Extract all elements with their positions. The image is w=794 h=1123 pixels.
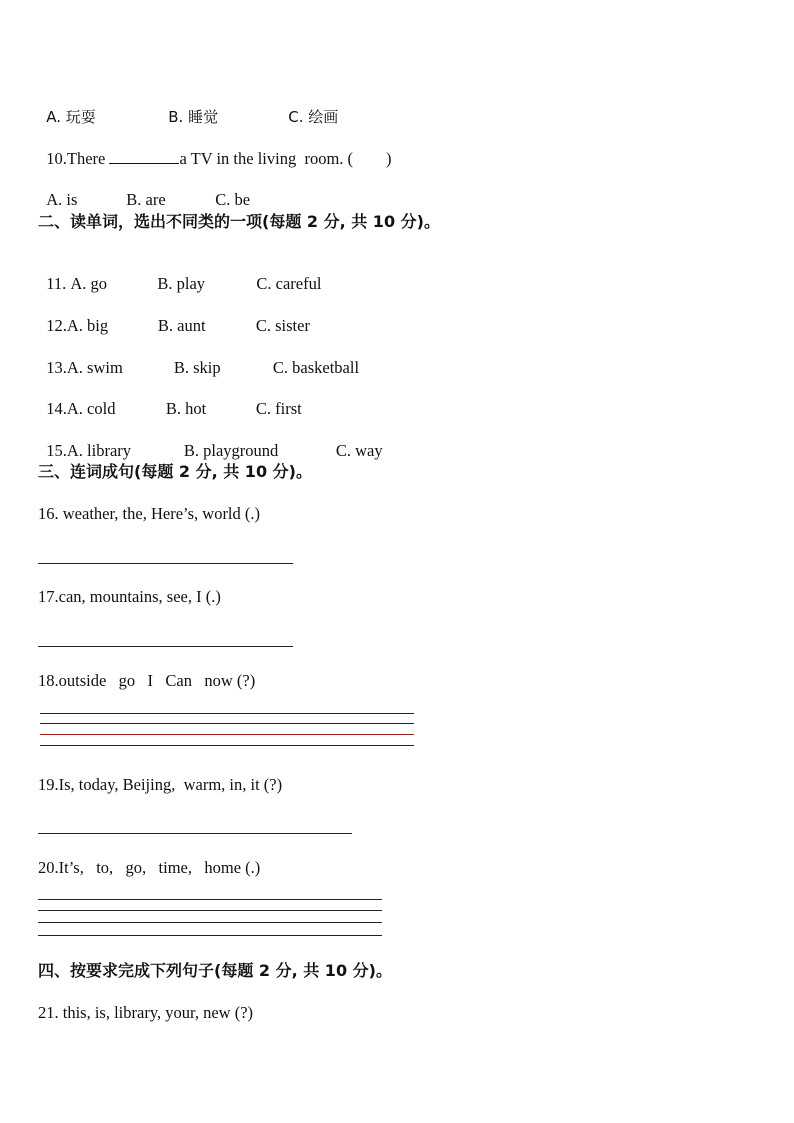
section-4-title: 四、按要求完成下列句子(每题 2 分, 共 10 分)。 xyxy=(38,961,392,980)
q18-answer-line-1[interactable] xyxy=(40,713,414,714)
q19-answer-line[interactable] xyxy=(38,833,352,834)
section-3-title: 三、连词成句(每题 2 分, 共 10 分)。 xyxy=(38,462,312,481)
q11-option-a: A. go xyxy=(70,274,108,293)
q18-answer-line-2[interactable] xyxy=(40,723,414,724)
q13-option-c: C. basketball xyxy=(272,358,360,377)
q17-answer-line[interactable] xyxy=(38,646,293,647)
q9-options xyxy=(38,87,338,127)
q18-prompt: 18.outside go I Can now (?) xyxy=(38,671,256,690)
q14-number: 14. xyxy=(46,399,67,418)
q21-prompt: 21. this, is, library, your, new (?) xyxy=(38,1003,254,1022)
q17-prompt: 17.can, mountains, see, I (.) xyxy=(38,587,221,606)
q19-prompt: 19.Is, today, Beijing, warm, in, it (?) xyxy=(38,775,283,794)
q15-option-c: C. way xyxy=(335,441,383,460)
q12-option-c: C. sister xyxy=(255,316,310,335)
q13-number: 13. xyxy=(46,358,67,377)
q15-number: 15. xyxy=(46,441,67,460)
q20-answer-line-4[interactable] xyxy=(38,935,382,936)
q12-option-b: B. aunt xyxy=(157,316,206,335)
q12-option-a: A. big xyxy=(66,316,109,335)
q12-row xyxy=(38,296,310,336)
q14-option-b: B. hot xyxy=(165,399,207,418)
q14-option-c: C. first xyxy=(255,399,302,418)
q10-option-a: A. is xyxy=(46,190,78,209)
q14-row xyxy=(38,379,302,419)
q9-option-a: A. 玩耍 xyxy=(46,108,96,126)
q20-answer-line-1[interactable] xyxy=(38,899,382,900)
q16-answer-line[interactable] xyxy=(38,563,293,564)
q9-option-b: B. 睡觉 xyxy=(168,108,219,126)
q13-option-a: A. swim xyxy=(66,358,123,377)
q11-option-b: B. play xyxy=(157,274,206,293)
q10-option-b: B. are xyxy=(126,190,166,209)
q10-answer-blank[interactable] xyxy=(109,149,179,164)
q10-options xyxy=(38,170,250,210)
q18-answer-line-3[interactable] xyxy=(40,734,414,735)
q11-option-c: C. careful xyxy=(256,274,322,293)
q13-option-b: B. skip xyxy=(173,358,221,377)
q12-number: 12. xyxy=(46,316,67,335)
q20-answer-line-3[interactable] xyxy=(38,922,382,923)
q20-answer-line-2[interactable] xyxy=(38,910,382,911)
q18-answer-line-4[interactable] xyxy=(40,745,414,746)
q20-prompt: 20.It’s, to, go, time, home (.) xyxy=(38,858,261,877)
q9-option-c: C. 绘画 xyxy=(288,108,339,126)
q15-option-a: A. library xyxy=(66,441,132,460)
q13-row xyxy=(38,338,359,378)
q16-prompt: 16. weather, the, Here’s, world (.) xyxy=(38,504,261,523)
q10-option-c: C. be xyxy=(215,190,251,209)
section-2-title: 二、读单词，选出不同类的一项(每题 2 分, 共 10 分)。 xyxy=(38,212,440,231)
q10-suffix: a TV in the living room. ( ) xyxy=(179,149,392,168)
q11-number: 11. xyxy=(46,274,71,293)
q10-question xyxy=(38,129,392,169)
q10-prefix: 10.There xyxy=(46,149,110,168)
q15-row xyxy=(38,421,383,461)
q15-option-b: B. playground xyxy=(183,441,279,460)
q11-row xyxy=(38,254,321,294)
q14-option-a: A. cold xyxy=(66,399,116,418)
